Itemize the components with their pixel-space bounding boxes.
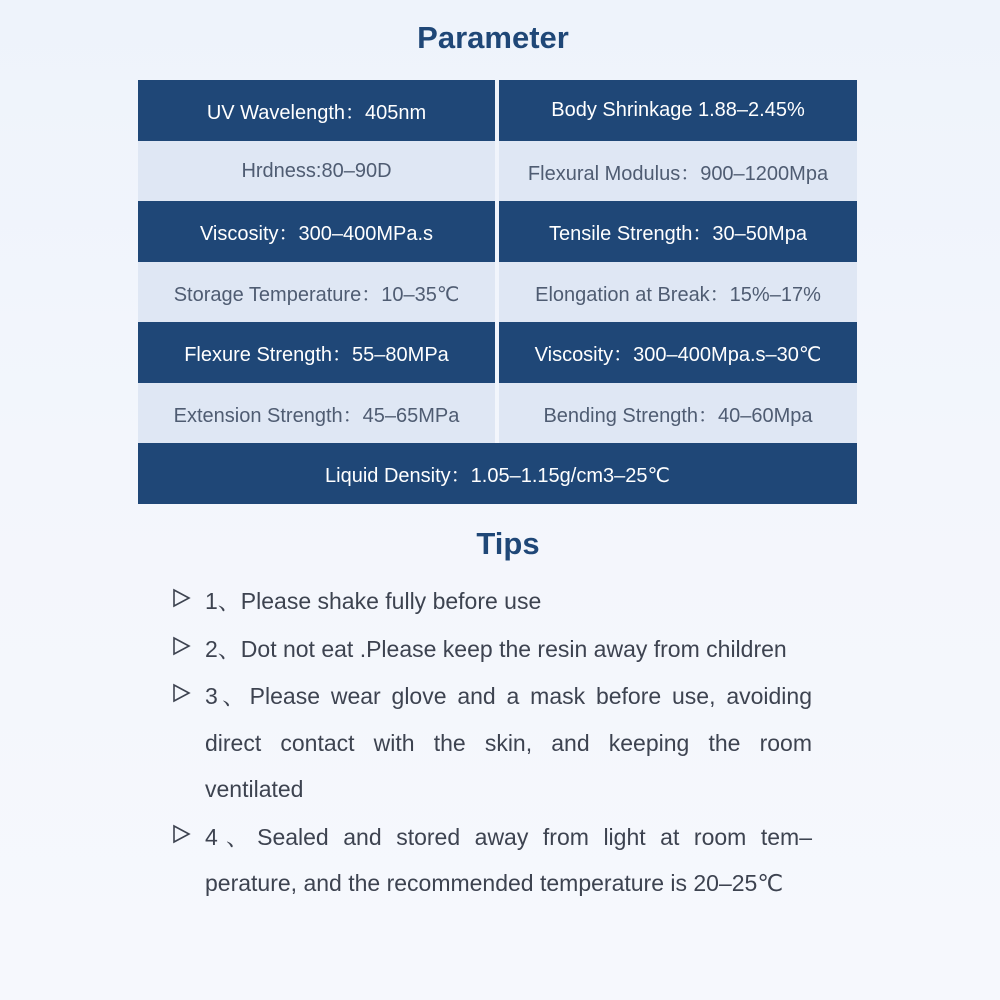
parameter-body-shrinkage: Body Shrinkage 1.88–2.45%	[499, 80, 857, 141]
parameter-liquid-density: Liquid Density：1.05–1.15g/cm3–25℃	[138, 443, 857, 504]
parameter-storage-temperature: Storage Temperature：10–35℃	[138, 262, 495, 322]
parameter-bending-strength: Bending Strength：40–60Mpa	[499, 383, 857, 443]
tip-text: 3、Please wear glove and a mask before use, avoiding direct contact with the skin, and keeping the room ventilated	[205, 683, 812, 802]
tip-text: 2、Dot not eat .Please keep the resin away from children	[205, 635, 787, 662]
parameter-flexural-modulus: Flexural Modulus：900–1200Mpa	[499, 141, 857, 201]
parameter-uv-wavelength: UV Wavelength：405nm	[138, 80, 495, 141]
parameter-viscosity: Viscosity：300–400MPa.s	[138, 201, 495, 262]
parameter-row-4	[138, 262, 857, 322]
parameter-row-2	[138, 141, 857, 201]
tip-item-1	[172, 578, 812, 625]
triangle-right-outline-icon	[172, 824, 192, 844]
parameter-title: Parameter	[417, 20, 569, 55]
parameter-row-7	[138, 443, 857, 504]
parameter-extension-strength: Extension Strength：45–65MPa	[138, 383, 495, 443]
parameter-flexure-strength: Flexure Strength：55–80MPa	[138, 322, 495, 383]
parameter-row-5	[138, 322, 857, 383]
parameter-row-3	[138, 201, 857, 262]
parameter-viscosity-30c: Viscosity：300–400Mpa.s–30℃	[499, 322, 857, 383]
tips-title: Tips	[476, 526, 540, 561]
parameter-tensile-strength: Tensile Strength：30–50Mpa	[499, 201, 857, 262]
tips-list	[172, 578, 812, 908]
tip-item-3	[172, 673, 812, 813]
parameter-elongation-at-break: Elongation at Break：15%–17%	[499, 262, 857, 322]
tip-item-4	[172, 814, 812, 907]
parameter-hardness: Hrdness:80–90D	[138, 141, 495, 201]
tip-text: 4、Sealed and stored away from light at room tem–perature, and the recommended temperature is 20–25℃	[205, 823, 812, 896]
parameter-table	[138, 80, 857, 504]
parameter-row-6	[138, 383, 857, 443]
tip-item-2	[172, 626, 812, 673]
triangle-right-outline-icon	[172, 636, 192, 656]
tip-text: 1、Please shake fully before use	[205, 588, 542, 614]
triangle-right-outline-icon	[172, 588, 192, 608]
parameter-row-1	[138, 80, 857, 141]
triangle-right-outline-icon	[172, 683, 192, 703]
